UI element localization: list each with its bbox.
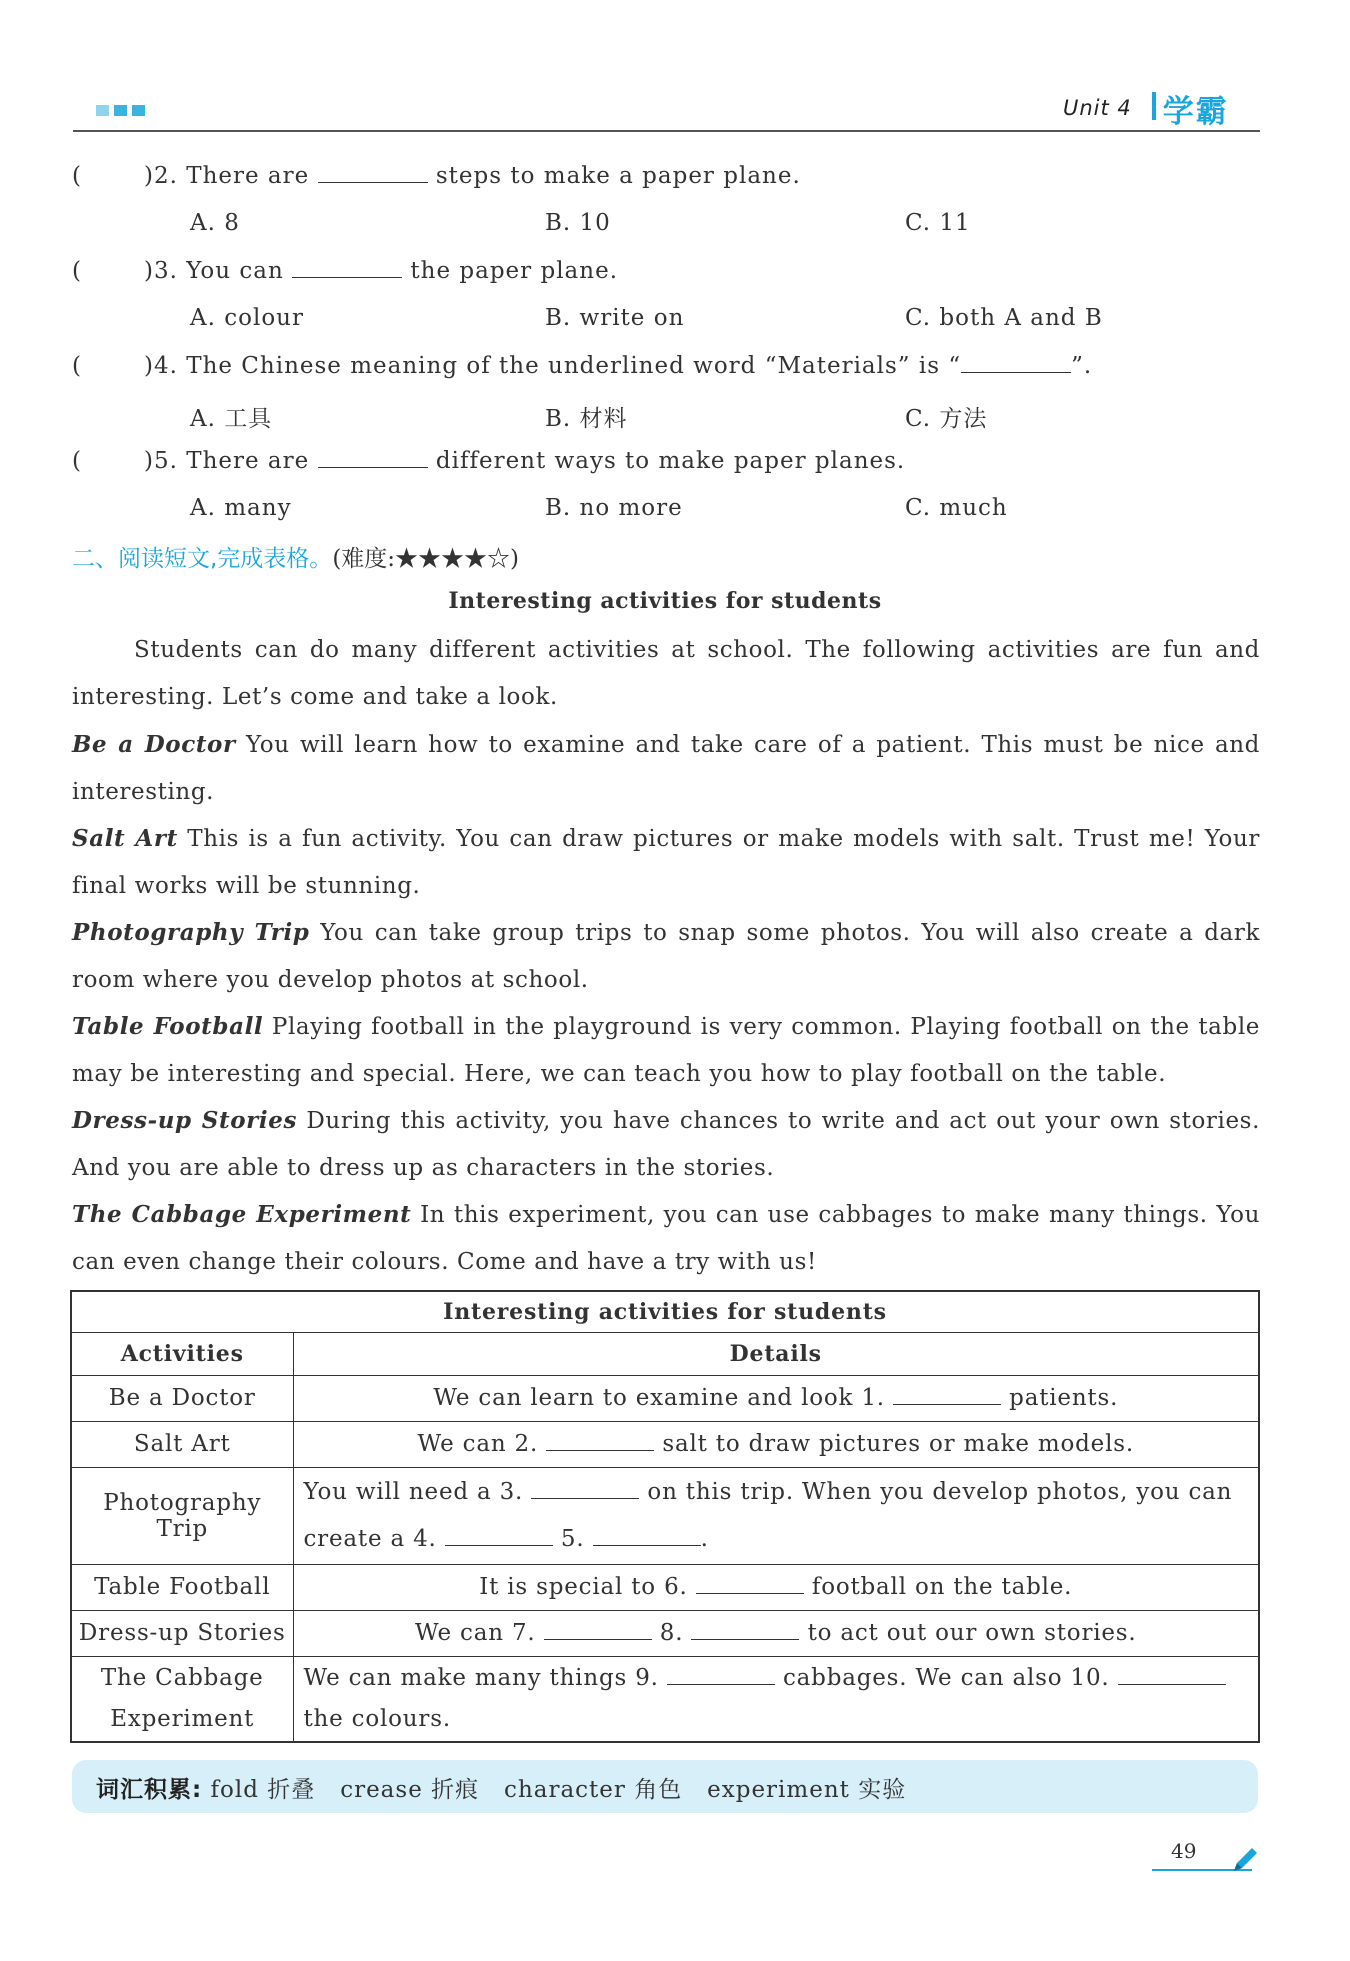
answer-blank[interactable] (961, 353, 1071, 373)
option-c: C. 方法 (905, 406, 988, 432)
passage-item-football: Table Football Playing football in the playground is very common. Playing football on the table may be interesting and special. Here, we can teach you how to play football on the table. (72, 1013, 1260, 1087)
table-caption: Interesting activities for students (71, 1291, 1259, 1332)
passage-item-doctor: Be a Doctor You will learn how to examine and take care of a patient. This must be nice and interesting. (72, 731, 1261, 805)
answer-blank[interactable] (318, 163, 428, 183)
option-a: A. 8 (190, 210, 240, 236)
pencil-icon (1230, 1845, 1260, 1875)
answer-blank[interactable] (531, 1479, 639, 1499)
option-a: A. many (190, 495, 292, 521)
option-b: B. no more (545, 495, 683, 521)
option-b: B. write on (545, 305, 685, 331)
answer-blank[interactable] (893, 1385, 1001, 1405)
answer-blank[interactable] (593, 1526, 701, 1546)
col-header-activities: Activities (71, 1332, 293, 1375)
passage-title: Interesting activities for students (448, 588, 882, 614)
unit-label: Unit 4 (1063, 96, 1132, 120)
vocab-label: 词汇积累: (96, 1777, 203, 1803)
vocab-box (72, 1760, 1258, 1813)
passage-item-dress-up: Dress-up Stories During this activity, you have chances to write and act out your own stories. And you are able to dress up as characters in the stories. (72, 1107, 1260, 1181)
table-row: Dress-up Stories We can 7. 8. to act out our own stories. (71, 1610, 1259, 1656)
option-b: B. 材料 (545, 406, 628, 432)
option-c: C. much (905, 495, 1008, 521)
difficulty-rating: (难度:★★★★☆) (332, 546, 520, 572)
passage-item-photography: Photography Trip You can take group trips to snap some photos. You will also create a dark room where you develop photos at school. (72, 919, 1260, 993)
passage-item-salt-art: Salt Art This is a fun activity. You can draw pictures or make models with salt. Trust me! Your final works will be stunning. (72, 825, 1260, 899)
page-number: 49 (1171, 1839, 1197, 1863)
activities-table (70, 1290, 1260, 1743)
table-row: The Cabbage Experiment We can make many things 9. cabbages. We can also 10. the colours. (71, 1656, 1259, 1742)
table-row: Be a Doctor We can learn to examine and look 1. patients. (71, 1375, 1259, 1421)
table-row: Photography Trip You will need a 3. on this trip. When you develop photos, you can create a 4. 5. . (71, 1467, 1259, 1564)
worksheet-page: Unit 4 学霸 ( )2. There are steps to make a paper plane. A. 8 B. 10 C. 11 ( )3. You can the paper plane. A. colour B. write on C. both A and B ( )4. The Chinese meaning of the underlined word “Materials” is “ ”. A. 工具 B. 材料 C. 方法 ( )5. There are different ways to make paper planes. A. many B. no more C. much 二、阅读短文,完成表格。(难度:★★★★☆) Interesting activities for students Students can do many different activities at school. The following activities are fun and interesting. Let’s come and take a look. Be a Doctor You will learn how to examine and take care of a patient. This must be nice and interesting. Salt Art This is a fun activity. You can draw pictures or make models with salt. Trust me! Your final works will be stunning. Photography Trip You can take group trips to snap some photos. You will also create a dark room where you develop photos at school. Table Football Playing football in the playground is very common. Playing football on the table may be interesting and special. Here, we can teach you how to play football on the table. Dress-up Stories During this activity, you have chances to write and act out your own stories. And you are able to dress up as characters in the stories. The Cabbage Experiment In this experiment, you can use cabbages to make many things. You can even change their colours. Come and have a try with us! Interesting activities for students Activities Details Be a Doctor We can learn to examine and look 1. patients. Salt Art We can 2. salt to draw pictures or make models. Photography Trip You will need a 3. on this trip. When you develop photos, you can create a 4. 5. . Table Football It is special to 6. football on the table. Dress-up Stories We can 7. 8. to act out our own stories. The Cabbage Experiment We can make many things 9. cabbages. We can also 10. the colours. 词汇积累: fold 折叠 crease 折痕 character 角色 experiment 实验 49 (0, 0, 1350, 1961)
option-a: A. colour (190, 305, 304, 331)
header-rule (73, 130, 1260, 132)
answer-blank[interactable] (546, 1431, 654, 1451)
passage-item-cabbage: The Cabbage Experiment In this experiment, you can use cabbages to make many things. You can even change their colours. Come and have a try with us! (72, 1201, 1260, 1275)
col-header-details: Details (293, 1332, 1259, 1375)
answer-blank[interactable] (544, 1620, 652, 1640)
answer-blank[interactable] (1118, 1665, 1226, 1685)
option-c: C. both A and B (905, 305, 1103, 331)
answer-blank[interactable] (696, 1574, 804, 1594)
header-decoration (96, 105, 145, 116)
option-a: A. 工具 (190, 406, 273, 432)
answer-blank[interactable] (691, 1620, 799, 1640)
brand-logo: 学霸 (1162, 94, 1229, 130)
option-b: B. 10 (545, 210, 611, 236)
vocab-items: fold 折叠 crease 折痕 character 角色 experiment 实验 (210, 1777, 907, 1803)
answer-blank[interactable] (445, 1526, 553, 1546)
answer-blank[interactable] (292, 258, 402, 278)
option-c: C. 11 (905, 210, 971, 236)
passage-intro: Students can do many different activities at school. The following activities are fun and interesting. Let’s come and take a look. (72, 637, 1260, 710)
table-row: Table Football It is special to 6. football on the table. (71, 1564, 1259, 1610)
section-heading: 二、阅读短文,完成表格。(难度:★★★★☆) (72, 546, 520, 572)
answer-blank[interactable] (318, 448, 428, 468)
table-row: Salt Art We can 2. salt to draw pictures or make models. (71, 1421, 1259, 1467)
answer-blank[interactable] (667, 1665, 775, 1685)
